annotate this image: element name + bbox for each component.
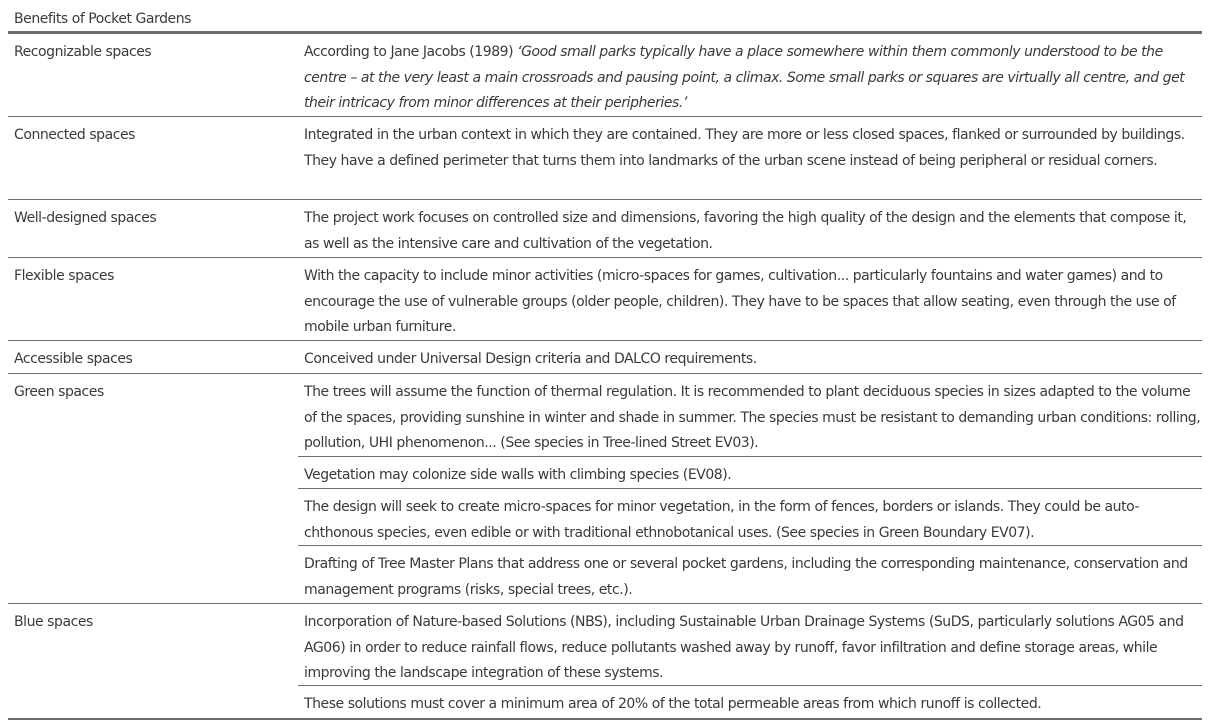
row-label: Green spaces bbox=[14, 384, 104, 400]
citation-text: According to Jane Jacobs (1989) bbox=[304, 44, 518, 60]
row-content bbox=[298, 34, 1202, 116]
row-content bbox=[298, 200, 1202, 257]
row-description: Drafting of Tree Master Plans that address one or several pocket gardens, including the corresponding maintenance, conservation and management programs (risks, special trees, etc.). bbox=[304, 556, 1188, 598]
row-label: Recognizable spaces bbox=[14, 44, 152, 60]
row-description: These solutions must cover a minimum area of 20% of the total permeable areas from which runoff is collected. bbox=[304, 696, 1042, 712]
row-description: With the capacity to include minor activities (micro-spaces for games, cultivation... particularly fountains and water games) and to encourage the use of vulnerable groups (older people, children). They have to be spaces that allow seating, even through the use of mobile urban furniture. bbox=[304, 268, 1176, 335]
table-row bbox=[8, 258, 1202, 341]
row-description: Conceived under Universal Design criteria and DALCO requirements. bbox=[304, 351, 757, 367]
row-description bbox=[298, 34, 1202, 116]
table-row bbox=[8, 200, 1202, 258]
row-label: Connected spaces bbox=[14, 127, 136, 143]
row-content bbox=[298, 117, 1202, 199]
table-body bbox=[8, 34, 1202, 720]
table-row bbox=[8, 341, 1202, 374]
row-label: Flexible spaces bbox=[14, 268, 114, 284]
row-description: Integrated in the urban context in which they are contained. They are more or less closed spaces, flanked or surrounded by buildings. They have a defined perimeter that turns them into landmarks of the urban scene instead of being peripheral or residual corners. bbox=[304, 127, 1185, 169]
table-row bbox=[8, 117, 1202, 200]
row-description: The project work focuses on controlled size and dimensions, favoring the high quality of the design and the elements that compose it, as well as the intensive care and cultivation of the vegetation. bbox=[304, 210, 1187, 252]
row-content bbox=[298, 604, 1202, 718]
row-description: Vegetation may colonize side walls with climbing species (EV08). bbox=[298, 457, 1202, 489]
table-row bbox=[8, 374, 1202, 604]
row-label: Accessible spaces bbox=[14, 351, 133, 367]
quotation-text: ‘Good small parks typically have a place somewhere within them commonly understood to be the centre – at the very least a main crossroads and pausing point, a climax. Some small parks or squares are virtually all centre, and get their intricacy from minor differences at their peripheries.’ bbox=[304, 44, 1185, 111]
row-description: Incorporation of Nature-based Solutions (NBS), including Sustainable Urban Drainage Systems (SuDS, particularly solutions AG05 and AG06) in order to reduce rainfall flows, reduce pollutants washed away by runoff, favor infiltration and define storage areas, while improving the landscape integration of these systems. bbox=[298, 604, 1202, 686]
row-label: Blue spaces bbox=[14, 614, 93, 630]
row-label: Well-designed spaces bbox=[14, 210, 157, 226]
benefits-table bbox=[8, 0, 1202, 720]
row-description: The trees will assume the function of thermal regulation. It is recommended to plant deciduous species in sizes adapted to the volume of the spaces, providing sunshine in winter and shade in summer. The species must be resistant to demanding urban conditions: rolling, pollution, UHI phenomenon... (See species in Tree-lined Street EV03). bbox=[298, 374, 1202, 457]
row-content bbox=[298, 258, 1202, 340]
row-content bbox=[298, 341, 1202, 373]
table-row bbox=[8, 604, 1202, 720]
row-content bbox=[298, 374, 1202, 603]
row-description: The design will seek to create micro-spaces for minor vegetation, in the form of fences, borders or islands. They could be auto-chthonous species, even edible or with traditional ethnobotanical uses. (See species in Green Boundary EV07). bbox=[298, 489, 1202, 546]
table-title: Benefits of Pocket Gardens bbox=[8, 0, 1202, 34]
table-row bbox=[8, 34, 1202, 117]
